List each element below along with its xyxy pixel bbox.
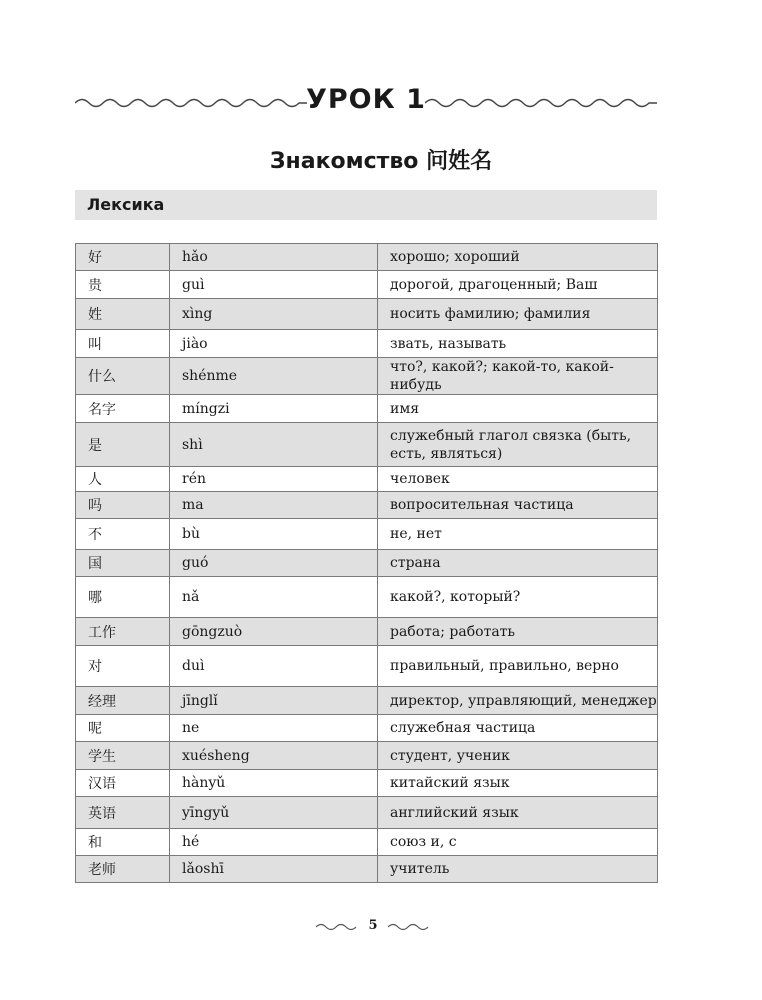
vocab-row <box>76 715 658 742</box>
vocab-row <box>76 742 658 770</box>
right-wave-ornament <box>425 96 657 110</box>
vocab-translation: звать, называть <box>378 330 658 358</box>
vocab-translation: правильный, правильно, верно <box>378 646 658 687</box>
vocab-row <box>76 550 658 577</box>
vocab-pinyin: lǎoshī <box>170 856 378 883</box>
vocab-translation: носить фамилию; фамилия <box>378 299 658 330</box>
lesson-header <box>75 84 657 128</box>
vocab-pinyin: míngzi <box>170 395 378 423</box>
vocab-translation: служебный глагол связка (быть, есть, являться) <box>378 423 658 467</box>
vocab-hanzi: 老师 <box>76 856 170 883</box>
vocab-hanzi: 汉语 <box>76 770 170 797</box>
vocab-hanzi: 人 <box>76 467 170 492</box>
vocab-translation: человек <box>378 467 658 492</box>
vocabulary-table-body <box>76 244 658 883</box>
vocab-row <box>76 271 658 299</box>
vocab-row <box>76 519 658 550</box>
vocab-hanzi: 贵 <box>76 271 170 299</box>
vocab-row <box>76 577 658 618</box>
vocab-pinyin: xuésheng <box>170 742 378 770</box>
vocab-pinyin: jiào <box>170 330 378 358</box>
vocab-pinyin: guó <box>170 550 378 577</box>
vocab-hanzi: 不 <box>76 519 170 550</box>
vocab-translation: учитель <box>378 856 658 883</box>
vocab-translation: какой?, который? <box>378 577 658 618</box>
vocab-row <box>76 770 658 797</box>
vocab-translation: хорошо; хороший <box>378 244 658 271</box>
vocab-pinyin: bù <box>170 519 378 550</box>
vocab-hanzi: 名字 <box>76 395 170 423</box>
vocab-row <box>76 618 658 646</box>
lesson-subtitle: Знакомство 问姓名 <box>269 149 493 174</box>
vocab-hanzi: 工作 <box>76 618 170 646</box>
vocab-pinyin: hé <box>170 829 378 856</box>
vocabulary-table <box>75 243 658 883</box>
lesson-title: УРОК 1 <box>306 84 426 115</box>
vocab-hanzi: 好 <box>76 244 170 271</box>
vocab-row <box>76 299 658 330</box>
vocab-translation: директор, управляющий, менеджер <box>378 687 658 715</box>
vocab-hanzi: 对 <box>76 646 170 687</box>
vocab-row <box>76 423 658 467</box>
vocab-pinyin: nǎ <box>170 577 378 618</box>
vocab-hanzi: 和 <box>76 829 170 856</box>
vocab-row <box>76 687 658 715</box>
vocab-hanzi: 经理 <box>76 687 170 715</box>
vocab-pinyin: hǎo <box>170 244 378 271</box>
section-title: Лексика <box>87 195 165 214</box>
vocab-pinyin: ma <box>170 492 378 519</box>
vocab-translation: студент, ученик <box>378 742 658 770</box>
footer-left-wave-ornament <box>316 922 358 932</box>
vocab-hanzi: 英语 <box>76 797 170 829</box>
vocab-pinyin: gōngzuò <box>170 618 378 646</box>
vocab-row <box>76 330 658 358</box>
vocab-row <box>76 358 658 395</box>
vocab-translation: что?, какой?; какой-то, какой-нибудь <box>378 358 658 395</box>
vocab-hanzi: 什么 <box>76 358 170 395</box>
vocab-row <box>76 395 658 423</box>
section-bar <box>75 190 657 220</box>
vocab-translation: союз и, с <box>378 829 658 856</box>
vocab-pinyin: shénme <box>170 358 378 395</box>
page-footer <box>0 918 762 938</box>
vocab-pinyin: rén <box>170 467 378 492</box>
vocab-pinyin: hànyǔ <box>170 770 378 797</box>
vocab-pinyin: guì <box>170 271 378 299</box>
vocab-hanzi: 吗 <box>76 492 170 519</box>
vocab-hanzi: 哪 <box>76 577 170 618</box>
vocab-translation: не, нет <box>378 519 658 550</box>
vocab-row <box>76 492 658 519</box>
vocab-translation: китайский язык <box>378 770 658 797</box>
vocab-hanzi: 学生 <box>76 742 170 770</box>
vocab-pinyin: ne <box>170 715 378 742</box>
vocab-translation: имя <box>378 395 658 423</box>
vocab-row <box>76 467 658 492</box>
vocab-translation: вопросительная частица <box>378 492 658 519</box>
vocab-pinyin: duì <box>170 646 378 687</box>
vocab-translation: работа; работать <box>378 618 658 646</box>
footer-right-wave-ornament <box>388 922 430 932</box>
vocab-translation: дорогой, драгоценный; Ваш <box>378 271 658 299</box>
vocab-pinyin: xìng <box>170 299 378 330</box>
vocab-row <box>76 856 658 883</box>
vocab-translation: служебная частица <box>378 715 658 742</box>
vocab-row <box>76 797 658 829</box>
vocab-row <box>76 646 658 687</box>
vocab-hanzi: 是 <box>76 423 170 467</box>
vocab-pinyin: shì <box>170 423 378 467</box>
vocab-translation: английский язык <box>378 797 658 829</box>
vocab-row <box>76 829 658 856</box>
vocab-hanzi: 国 <box>76 550 170 577</box>
page-number: 5 <box>368 918 378 933</box>
vocab-pinyin: jīnglǐ <box>170 687 378 715</box>
vocab-translation: страна <box>378 550 658 577</box>
vocab-pinyin: yīngyǔ <box>170 797 378 829</box>
vocab-hanzi: 叫 <box>76 330 170 358</box>
vocab-row <box>76 244 658 271</box>
vocab-hanzi: 姓 <box>76 299 170 330</box>
vocab-hanzi: 呢 <box>76 715 170 742</box>
